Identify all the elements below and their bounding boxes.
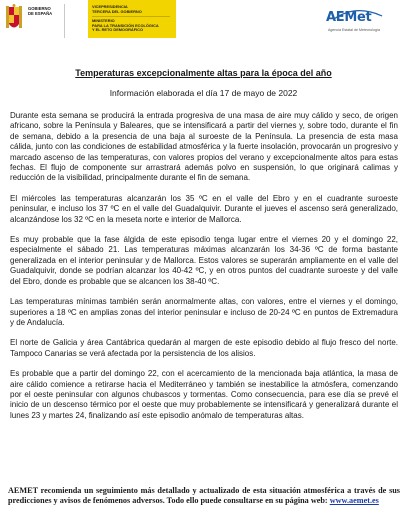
paragraph: Durante esta semana se producirá la entrada progresiva de una masa de aire muy cálido y seco, de origen africano, sobre la Península y Baleares, que se intensificará a partir del viernes y, sobre todo, durante el fin de semana, debido a la presencia de una baja al suroeste de la Península. La presencia de esta masa cálida, junto con las condiciones de estabilidad atmosférica y la fuerte insolación, provocarán un progresivo y marcado ascenso de las temperaturas, con valores propios del verano y excepcionalmente altos para estas fechas. El flujo de componente sur arrastrará además polvo en suspensión, lo que originará calimas y reducción de la visibilidad, principalmente durante el fin de semana. <box>10 111 398 183</box>
aemet-logo <box>326 10 396 46</box>
header-divider <box>64 4 65 38</box>
paragraph: Es muy probable que la fase álgida de este episodio tenga lugar entre el viernes 20 y el domingo 22, especialmente el sábado 21. Las temperaturas máximas alcanzarán los 34-36 ºC de forma bastante generalizada en el interior peninsular y de Mallorca. Estos valores se superarán ampliamente en el valle del Guadalquivir, donde se podrían alcanzar los 40-42 ºC, y en otros puntos del cuadrante suroeste y del valle del Ebro, donde es probable que se alcancen los 38-40 ºC. <box>10 235 398 286</box>
document-body <box>10 111 398 431</box>
website-link[interactable]: www.aemet.es <box>329 496 379 506</box>
footer-text: AEMET recomienda un seguimiento más detallado y actualizado de esta situación atmosférica a través de sus predicciones y avisos de fenómenos adversos. Todo ello puede consultarse en su página web: <box>8 486 400 506</box>
ministry-line-2: MINISTERIO PARA LA TRANSICIÓN ECOLÓGICA Y EL RETO DEMOGRÁFICO <box>92 18 159 33</box>
coat-of-arms-icon <box>4 4 24 36</box>
gov-label-1: GOBIERNO <box>28 6 51 11</box>
ministry-separator <box>92 16 170 17</box>
paragraph: El miércoles las temperaturas alcanzarán los 35 ºC en el valle del Ebro y en el cuadrante suroeste peninsular, e incluso los 37 ºC en el valle del Guadalquivir. Durante el jueves el ascenso será generalizado, alcanzándose los 32 ºC en la meseta norte e interior de Mallorca. <box>10 193 398 224</box>
document-title: Temperaturas excepcionalmente altas para la época del año <box>75 68 332 78</box>
footer-note <box>8 486 400 507</box>
ministry-line-1: VICEPRESIDENCIA TERCERA DEL GOBIERNO <box>92 4 142 14</box>
header <box>0 0 407 62</box>
aemet-logo-subtitle: Agencia Estatal de Meteorología <box>328 28 380 32</box>
document-subtitle: Información elaborada el día 17 de mayo de 2022 <box>109 88 298 98</box>
paragraph: Las temperaturas mínimas también serán anormalmente altas, con valores, entre el viernes y el domingo, superiores a 18 ºC en amplias zonas del interior peninsular e incluso de 20-24 ºC en puntos de Extremadura y de Andalucía. <box>10 297 398 327</box>
gov-label-2: DE ESPAÑA <box>28 11 53 17</box>
paragraph: El norte de Galicia y área Cantábrica quedarán al margen de este episodio debido al flujo fresco del norte. Tampoco Canarias se verá afectada por la persistencia de los alisios. <box>10 338 398 358</box>
ministry-banner <box>88 0 176 38</box>
aemet-logo-text: AEMet <box>326 10 372 25</box>
paragraph: Es probable que a partir del domingo 22, con el acercamiento de la mencionada baja atlántica, la masa de aire cálido comience a retirarse hacia el Mediterráneo y también se inestabilice la atmósfera, comenzando por el oeste peninsular con algunos chubascos y tormentas. Como consecuencia, para ese día se prevé el inicio de un descenso térmico por el oeste que muy probablemente se intensificará y generalizará durante el lunes 23 y martes 24, finalizando así este episodio anómalo de temperaturas altas. <box>10 369 398 420</box>
